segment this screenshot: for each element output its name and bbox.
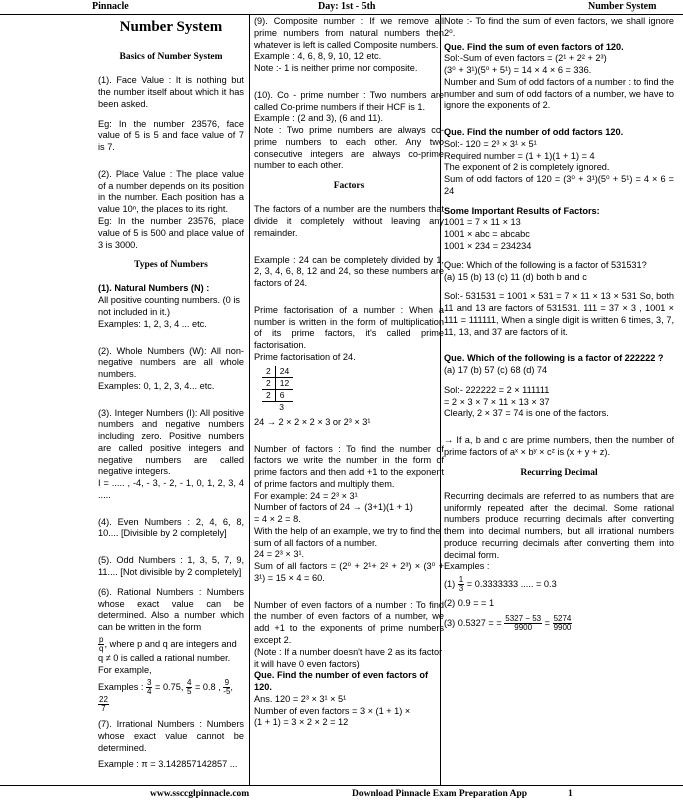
natural-example: Examples: 1, 2, 3, 4 ... etc.	[98, 318, 207, 329]
sum-even-question: Que. Find the sum of even factors of 120.	[444, 41, 624, 52]
rational-example-label: Examples :	[98, 682, 144, 693]
even-factors-answer-3: (1 + 1) = 3 × 2 × 2 = 12	[254, 717, 349, 728]
natural-heading: (1). Natural Numbers (N) :	[98, 283, 210, 294]
recurring-example-1: (1) $\frac{1}{3}$ = 0.3333333 ..... = 0.3	[444, 575, 557, 594]
result-item: 1001 × abc = abcabc	[444, 229, 530, 240]
header-brand: Pinnacle	[92, 1, 129, 12]
natural-text: All positive counting numbers. (0 is not included in it.)	[98, 295, 240, 317]
composite-note: Note :- 1 is neither prime nor composite.	[254, 63, 418, 74]
result-item: 1001 × 234 = 234234	[444, 241, 532, 252]
nof-example-3: = 4 × 2 = 8.	[254, 514, 301, 525]
odd-solution-2: Required number = (1 + 1)(1 + 1) = 4	[444, 150, 595, 161]
odd-factors-question: Que. Find the number of odd factors 120.	[444, 127, 624, 138]
footer-app: Download Pinnacle Exam Preparation App	[352, 789, 528, 799]
question-1: Que: Which of the following is a factor of 531531?	[444, 259, 647, 270]
coprime-note: Note : Two prime numbers are always co-prime numbers to each other. Any two consecutive integers are always co-prime number to each other.	[254, 125, 444, 171]
recurring-examples-label: Examples :	[444, 561, 490, 572]
face-value-example: Eg: In the number 23576, face value of 5 is 5 and face value of 7 is 7.	[98, 118, 244, 153]
sum-even-solution-2: (3⁰ + 3¹)(5⁰ + 5¹) = 14 × 4 × 6 = 336.	[444, 65, 592, 76]
header-topic: Number System	[588, 1, 657, 12]
section-heading-factors: Factors	[333, 181, 365, 192]
odd-solution-3: The exponent of 2 is completely ignored.	[444, 162, 610, 173]
column-1	[98, 16, 244, 786]
number-of-factors: Number of factors : To find the number of factors we write the number in the form of prime factors and then add +1 to the exponent of prime factors and multiply them.	[254, 443, 444, 489]
section-heading-recurring: Recurring Decimal	[520, 467, 598, 478]
pf-value: 24	[275, 366, 293, 378]
rational-pq-line	[98, 636, 244, 677]
irrational-numbers: (7). Irrational Numbers : Numbers whose exact value cannot be determined.	[98, 719, 244, 753]
place-value: (2). Place Value : The place value of a number depends on its position in the number. Each position has a value 10ⁿ, the places to its right.	[98, 168, 244, 215]
recurring-example-3-text: (3) 0.5327 = =	[444, 617, 502, 628]
even-factors: Number of even factors of a number : To find the number of even factors of a number, we add +1 to the exponents of prime numbers except 2.	[254, 599, 444, 646]
column-2	[254, 16, 444, 786]
nof-example-1: For example: 24 = 2³ × 3¹	[254, 490, 358, 501]
prime-factorisation-result: 24 → 2 × 2 × 2 × 3 or 2³ × 3¹	[254, 416, 371, 427]
results-heading: Some Important Results of Factors:	[444, 205, 600, 216]
pf-divisor: 2	[262, 366, 275, 378]
pf-divisor: 2	[262, 377, 275, 389]
pf-value: 12	[275, 377, 293, 389]
section-heading-basics: Basics of Number System	[119, 52, 223, 63]
whole-example: Examples: 0, 1, 2, 3, 4... etc.	[98, 380, 215, 391]
prime-factorisation-title: Prime factorisation of 24.	[254, 352, 356, 362]
integer-example: I = ..... , -4, - 3, - 2, - 1, 0, 1, 2, 3, 4 .....	[98, 478, 244, 500]
pf-value: 6	[275, 389, 293, 401]
footer-website[interactable]: www.ssccglpinnacle.com	[150, 789, 250, 799]
page-header	[0, 0, 683, 15]
prime-factor-rule: → If a, b and c are prime numbers, then the number of prime factors of aˣ × bʸ × cᶻ is (x + y + z).	[444, 435, 674, 457]
question-1-options: (a) 15 (b) 13 (c) 11 (d) both b and c	[444, 271, 587, 282]
even-factors-answer-2: Number of even factors = 3 × (1 + 1) ×	[254, 705, 411, 716]
prime-factorisation-definition: Prime factorisation of a number : When a number is written in the form of multiplication of its prime factors, it's called prime factorisation.	[254, 304, 444, 351]
rational-example: Examples : $\frac{3}{4}$ = 0.75, $\frac{4}{5}$ = 0.8 , $\frac{9}{-5}$ , $\frac{22}{7}$	[98, 678, 233, 714]
header-day: Day: 1st - 5th	[318, 1, 376, 12]
sum-even-note: Note :- To find the sum of even factors, we shall ignore 2⁰.	[444, 16, 674, 38]
footer-page-number: 1	[568, 789, 573, 799]
composite-example: Example : 4, 6, 8, 9, 10, 12 etc.	[254, 51, 382, 62]
recurring-example-2: (2) 0.9 = = 1	[444, 598, 495, 609]
coprime-number: (10). Co - prime number : Two numbers are called Co-prime numbers if their HCF is 1.	[254, 89, 444, 112]
question-2-solution-2: = 2 × 3 × 7 × 11 × 13 × 37	[444, 396, 550, 407]
face-value: (1). Face Value : It is nothing but the number itself about which it has been asked.	[98, 75, 244, 109]
pf-divisor	[262, 401, 275, 413]
even-factors-question: Que. Find the number of even factors of 120.	[254, 670, 429, 693]
prime-factorisation-table	[262, 366, 293, 413]
nof-example-2: Number of factors of 24 → (3+1)(1 + 1)	[254, 502, 413, 513]
odd-numbers: (5). Odd Numbers : 1, 3, 5, 7, 9, 11.... [Not divisible by 2 completely]	[98, 555, 244, 577]
recurring-example-3: (3) 0.5327 = = $\frac{5327 - 53}{9900}$ = $\frac{5274}{9900}$	[444, 614, 572, 633]
pf-divisor: 2	[262, 389, 275, 401]
even-factors-note: (Note : If a number doesn't have 2 as its factor it will have 0 even factors)	[254, 646, 443, 669]
integer-numbers: (3). Integer Numbers (I): All positive numbers and negative numbers including zero. Positive numbers are called positive integers and negative numbers are called negative integers.	[98, 407, 244, 477]
question-1-solution: Sol:- 531531 = 1001 × 531 = 7 × 11 × 13 × 531 So, both 11 and 13 are factors of 531531. 111 = 37 × 3 , 1001 × 111 = 111111, When a single digit is written 6 times, 3, 7, 11, 13, and 37 are factors of it.	[444, 291, 674, 337]
even-numbers: (4). Even Numbers : 2, 4, 6, 8, 10.... [Divisible by 2 completely]	[98, 516, 244, 539]
factors-example: Example : 24 can be completely divided by 1, 2, 3, 4, 6, 8, 12 and 24, so these numbers are factors of 24.	[254, 254, 444, 289]
sum-equation: 24 = 2³ × 3¹.	[254, 549, 305, 560]
pf-value: 3	[279, 401, 284, 412]
column-divider	[249, 14, 250, 786]
section-heading-types: Types of Numbers	[134, 260, 208, 271]
factors-definition: The factors of a number are the numbers that divide it completely without leaving any remainder.	[254, 204, 444, 238]
question-2: Que. Which of the following is a factor of 222222 ?	[444, 353, 664, 364]
coprime-example: Example : (2 and 3), (6 and 11).	[254, 113, 384, 124]
composite-number: (9). Composite number : If we remove all prime numbers from natural numbers then whatever is left is called Composite numbers.	[254, 16, 444, 50]
recurring-definition: Recurring decimals are referred to as numbers that are uniformly repeated after the decimal. Some rational numbers produce recurring decimals after converting them into decimal numbers, but all irrational numbers produce recurring decimals after converting them into decimal form.	[444, 490, 674, 560]
page-footer	[0, 785, 683, 800]
result-item: 1001 = 7 × 11 × 13	[444, 217, 521, 228]
recurring-example-1-text: = 0.3333333 ..... = 0.3	[466, 579, 557, 590]
page-title: Number System	[119, 19, 223, 35]
sum-all-factors: Sum of all factors = (2⁰ + 2¹+ 2² + 2³) × (3⁰ + 3¹) = 15 × 4 = 60.	[254, 561, 444, 583]
question-2-solution-1: Sol:- 222222 = 2 × 111111	[444, 384, 550, 395]
question-2-options: (a) 17 (b) 57 (c) 68 (d) 74	[444, 365, 548, 376]
rational-numbers: (6). Rational Numbers : Numbers whose exact value can be determined. Also a number which can be written in the form	[98, 586, 244, 633]
odd-factors: Number and Sum of odd factors of a number : to find the number and sum of odd factors of a number, we have to ignore the exponents of 2.	[444, 76, 674, 111]
even-factors-answer-1: Ans. 120 = 2³ × 3¹ × 5¹	[254, 693, 347, 704]
sum-even-solution-1: Sol:-Sum of even factors = (2¹ + 2² + 2³)	[444, 53, 607, 64]
whole-numbers: (2). Whole Numbers (W): All non-negative numbers are all whole numbers.	[98, 345, 244, 380]
fraction-p-over-q: $\frac{p}{q}$	[99, 634, 104, 653]
question-2-solution-3: Clearly, 2 × 37 = 74 is one of the factors.	[444, 408, 609, 419]
odd-solution-1: Sol:- 120 = 2³ × 3¹ × 5¹	[444, 138, 537, 149]
rational-pq-text: , where p and q are integers and q ≠ 0 is called a rational number. For example,	[98, 638, 237, 675]
column-3	[444, 16, 674, 786]
sum-intro: With the help of an example, we try to find the sum of all factors of a number.	[254, 525, 441, 548]
odd-solution-4: Sum of odd factors of 120 = (3⁰ + 3¹)(5⁰ + 5¹) = 4 × 6 = 24	[444, 174, 674, 196]
irrational-example: Example : π = 3.142857142857 ...	[98, 758, 238, 769]
place-value-example: Eg: In the number 23576, place value of 5 is 500 and place value of 3 is 3000.	[98, 216, 244, 250]
